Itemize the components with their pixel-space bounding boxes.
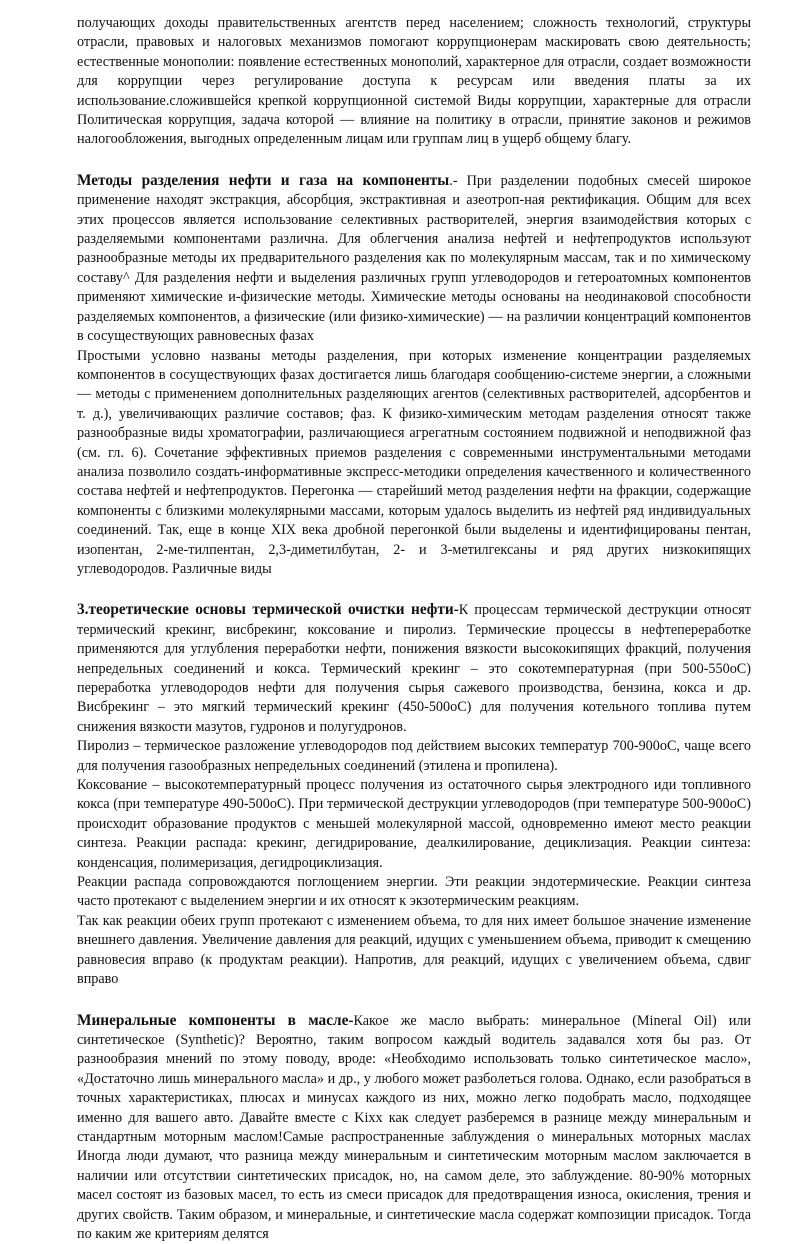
section-separation-paragraph-2: Простыми условно названы методы разделения, при которых изменение концентрации разделяемых компонентов в сосуществующих фазах достигается лишь благодаря сообщению-системе энергии, а сложными — методы с применением дополнительных разделяющих агентов (селективных растворителей, адсорбентов и т. д.), увеличивающих различие составов; фаз. К физико-химическим методам разделения относят также разнообразные виды хроматографии, различающиеся агрегатным состоянием подвижной и неподвижной фаз (см. гл. 6). Сочетание эффективных приемов разделения с современными инструментальными методами анализа позволило создать-информативные экспресс-методики определения качественного и количественного состава нефтей и нефтепродуктов. Перегонка — старейший метод разделения нефти на фракции, содержащие компоненты с близкими молекулярными массами, которым удалось выделить из нефтей ряд индивидуальных соединений. Так, еще в конце XIX века дробной перегонкой были выделены и идентифицированы пентан, изопентан, 2-ме-тилпентан, 2,3-диметилбутан, 2- и 3-метилгексаны и ряд других низкокипящих углеводородов. Различные виды [77,347,751,580]
section-thermal-text: К процессам термической деструкции относят термический крекинг, висбрекинг, коксование и пиролиз. Термические процессы в нефтепереработке применяются для углубления переработки нефти, понижения вязкости высококипящих фракций, получения непредельных соединений и кокса. Термический крекинг – это сокотемпературная (при 500-550оС) переработка углеводородов нефти для получения сырья сажевого производства, бензина, кокса и др. Висбрекинг – это мягкий термический крекинг (450-500оС) для получения котельного топлива путем снижения вязкости мазутов, гудронов и полугудронов. [77,602,751,734]
intro-paragraph: получающих доходы правительственных агентств перед населением; сложность технологий, структуры отрасли, правовых и налоговых механизмов помогают коррупционерам маскировать свою деятельность; естественные монополии: появление естественных монополий, характерное для отрасли, создает возможности для коррупции через регулирование доступа к ресурсам или введения платы за их использование.сложившейся крепкой коррупционной системой Виды коррупции, характерные для отрасли Политическая коррупция, задача которой — влияние на политику в отрасли, принятие законов и режимов налогообложения, выгодных определенным лицам или группам лиц в ущерб общему благу. [77,14,751,150]
section-thermal-paragraph-4: Реакции распада сопровождаются поглощением энергии. Эти реакции эндотермические. Реакции синтеза часто протекают с выделением энергии и их относят к экзотермическим реакциям. [77,873,751,912]
section-thermal-paragraph-3: Коксование – высокотемпературный процесс получения из остаточного сырья электродного иди топливного кокса (при температуре 490-500оС). При термической деструкции углеводородов (при температуре 500-900оС) происходит образование продуктов с меньшей молекулярной массой, одновременно имеют место реакции синтеза. Реакции распада: крекинг, дегидрирование, деалкилирование, дециклизация. Реакции синтеза: конденсация, полимеризация, дегидроциклизация. [77,776,751,873]
section-thermal-paragraph-5: Так как реакции обеих групп протекают с изменением объема, то для них имеет большое значение изменение внешнего давления. Увеличение давления для реакций, идущих с уменьшением объема, приводит к смещению равновесия вправо (к продуктам реакции). Напротив, для реакций, идущих с увеличением объема, сдвиг вправо [77,912,751,990]
paragraph-gap [77,579,751,600]
section-heading-mineral: Минеральные компоненты в масле- [77,1012,353,1029]
section-separation-paragraph [77,171,751,347]
section-mineral-paragraph [77,1011,751,1244]
section-heading-separation: Методы разделения нефти и газа на компоненты [77,172,449,189]
paragraph-gap [77,990,751,1011]
section-heading-thermal: 3.теоретические основы термической очистки нефти- [77,601,459,618]
section-mineral-text: Какое же масло выбрать: минеральное (Mineral Oil) или синтетическое (Synthetic)? Вероятно, таким вопросом каждый водитель задавался хотя бы раз. От разнообразия мнений по этому поводу, вроде: «Необходимо использовать только синтетическое масло», «Достаточно лишь минерального масла» и др., у любого может разболеться голова. Однако, если разобраться в точных характеристиках, плюсах и минусах каждого из них, можно легко подобрать масло, подходящее именно для вашего авто. Давайте вместе с Kixx как следует разберемся в разнице между минеральным и стандартным моторным маслом!Самые распространенные заблуждения о минеральных моторных маслах Иногда люди думают, что разница между минеральным и синтетическим моторным маслом заключается в наличии или отсутствии синтетических присадок, но, на самом деле, это заблуждение. 80-90% моторных масел состоят из базовых масел, то есть из смеси присадок для предотвращения износа, окисления, трения и других свойств. Таким образом, и минеральные, и синтетические масла содержат композиции присадок. Тогда по каким же критериям делятся [77,1013,751,1242]
paragraph-gap [77,150,751,171]
section-thermal-paragraph [77,600,751,737]
section-separation-text: .- При разделении подобных смесей широкое применение находят экстракция, абсорбция, экстрактивная и азеотроп-ная ректификация. Общим для всех этих процессов является использование селективных растворителей, энергия взаимодействия которых с разделяемыми компонентами различна. Для облегчения анализа нефтей и нефтепродуктов используют разнообразные методы их предварительного разделения как по молекулярным массам, так и по химическому составу^ Для разделения нефти и выделения различных групп углеводородов и гетероатомных компонентов применяют химические и-физические методы. Химические методы основаны на неодинаковой способности разделяемых компонентов, а физические (или физико-химические) — на различии концентраций компонентов в сосуществующих равновесных фазах [77,173,751,344]
section-thermal-paragraph-2: Пиролиз – термическое разложение углеводородов под действием высоких температур 700-900оС, чаще всего для получения газообразных непредельных соединений (этилена и пропилена). [77,737,751,776]
